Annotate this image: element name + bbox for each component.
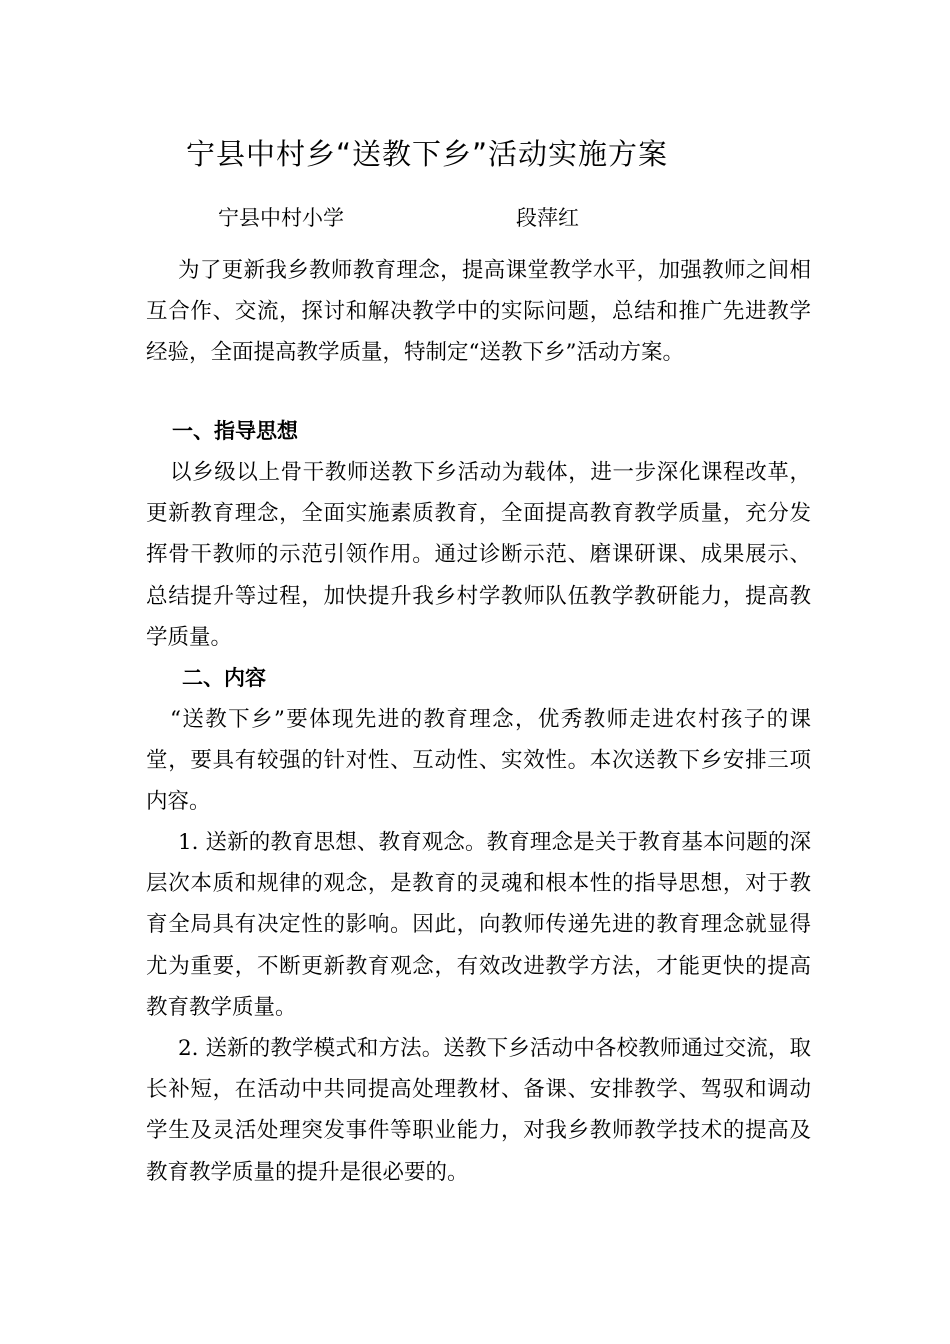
school-name: 宁县中村小学 (218, 206, 344, 230)
section-heading-content: 二、内容 (182, 666, 266, 690)
content-item-1: 1. 送新的教育思想、教育观念。教育理念是关于教育基本问题的深层次本质和规律的观念，是教育的灵魂和根本性的指导思想，对于教育全局具有决定性的影响。因此，向教师传递先进的教育理念就显得尤为重要，不断更新教育观念，有效改进教学方法，才能更快的提高教育教学质量。 (146, 830, 811, 1020)
author-name: 段萍红 (516, 206, 579, 230)
document-title: 宁县中村乡“送教下乡”活动实施方案 (186, 137, 669, 171)
intro-paragraph: 为了更新我乡教师教育理念，提高课堂教学水平，加强教师之间相互合作、交流，探讨和解决教学中的实际问题，总结和推广先进教学经验，全面提高教学质量，特制定“送教下乡”活动方案。 (146, 258, 811, 366)
content-paragraph: “送教下乡”要体现先进的教育理念，优秀教师走进农村孩子的课堂，要具有较强的针对性、互动性、实效性。本次送教下乡安排三项内容。 (146, 707, 811, 815)
content-item-2: 2. 送新的教学模式和方法。送教下乡活动中各校教师通过交流，取长补短，在活动中共同提高处理教材、备课、安排教学、驾驭和调动学生及灵活处理突发事件等职业能力，对我乡教师教学技术的提高及教育教学质量的提升是很必要的。 (146, 1036, 811, 1185)
guiding-ideology-paragraph: 以乡级以上骨干教师送教下乡活动为载体，进一步深化课程改革，更新教育理念，全面实施素质教育，全面提高教育教学质量，充分发挥骨干教师的示范引领作用。通过诊断示范、磨课研课、成果展示、总结提升等过程，加快提升我乡村学教师队伍教学教研能力，提高教学质量。 (146, 460, 811, 650)
section-heading-guiding-ideology: 一、指导思想 (172, 419, 298, 443)
